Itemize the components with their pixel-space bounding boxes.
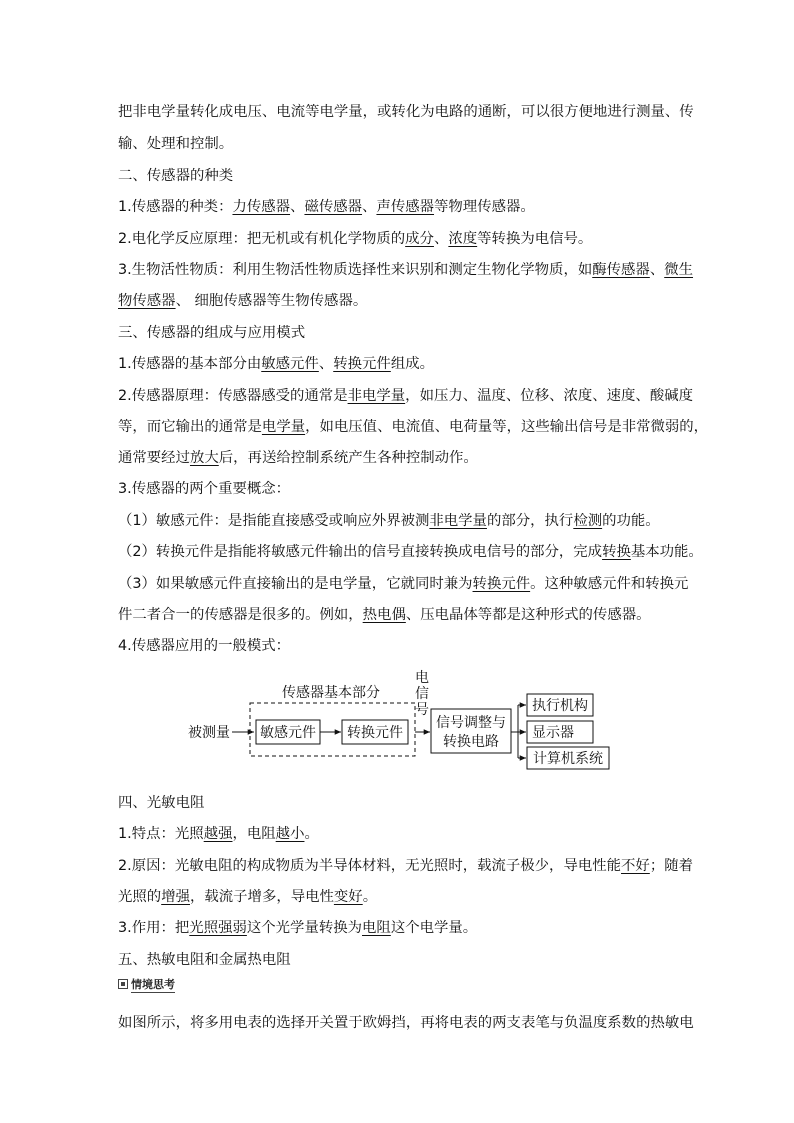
underlined-answer: 非电学量	[347, 388, 406, 404]
text-line	[118, 102, 694, 122]
text-segment: 四、光敏电阻	[118, 795, 205, 811]
text-segment: 。	[362, 889, 378, 905]
signal-label-char-3: 号	[415, 702, 429, 718]
text-segment: 3.作用：把	[118, 920, 190, 936]
text-segment: （1）敏感元件：是指能直接感受或响应外界被测	[118, 513, 430, 529]
text-segment: 组成。	[390, 356, 434, 372]
text-segment: 。这种敏感元件和转换元	[530, 576, 689, 592]
text-segment: ，载流子增多，导电性	[189, 889, 334, 905]
text-line	[118, 229, 592, 249]
circuit-label-line-2: 转换电路	[443, 734, 499, 750]
text-segment: 的功能。	[602, 513, 660, 529]
text-segment: 、压电晶体等都是这种形式的传感器。	[405, 607, 651, 623]
text-line	[118, 386, 693, 406]
circuit-label-line-1: 信号调整与	[436, 715, 506, 731]
text-line	[118, 1013, 694, 1033]
badge-label: 情境思考	[131, 978, 175, 991]
text-segment: 、	[649, 262, 665, 278]
underlined-answer: 变好	[333, 889, 363, 905]
underlined-answer: 放大	[189, 450, 219, 466]
signal-label-char-1: 电	[415, 670, 429, 686]
text-line	[118, 856, 693, 876]
text-segment: 通常要经过	[118, 450, 190, 466]
badge-icon	[118, 979, 128, 989]
text-line	[118, 574, 688, 594]
underlined-answer: 越强	[203, 826, 233, 842]
underlined-answer: 检测	[573, 513, 603, 529]
sensor-application-diagram	[180, 660, 620, 775]
underlined-answer: 力传感器	[232, 199, 291, 215]
text-segment: 把非电学量转化成电压、电流等电学量，或转化为电路的通断，可以很方便地进行测量、传	[118, 104, 694, 120]
underlined-answer: 热电偶	[362, 607, 406, 623]
text-line	[118, 950, 291, 970]
actuator-label: 执行机构	[532, 698, 588, 714]
text-segment: 三、传感器的组成与应用模式	[118, 325, 306, 341]
text-line	[118, 166, 233, 186]
converter-element-label: 转换元件	[347, 725, 403, 741]
text-line	[118, 354, 434, 374]
text-line	[118, 511, 660, 531]
underlined-answer: 电学量	[261, 419, 306, 435]
text-line	[118, 824, 319, 844]
diagram-input-label: 被测量	[188, 725, 230, 741]
computer-label: 计算机系统	[533, 751, 603, 767]
text-line	[118, 479, 290, 499]
underlined-answer: 转换	[602, 544, 631, 560]
text-line	[118, 448, 478, 468]
text-segment: 、	[433, 231, 449, 247]
text-segment: 这个电学量。	[390, 920, 478, 936]
underlined-answer: 非电学量	[429, 513, 487, 529]
text-segment: 等转换为电信号。	[477, 231, 593, 247]
text-segment: 件二者合一的传感器是很多的。例如，	[118, 607, 363, 623]
text-segment: 基本功能。	[630, 544, 703, 560]
text-segment: 2.原因：光敏电阻的构成物质为半导体材料，无光照时，载流子极少，导电性能	[118, 858, 622, 874]
underlined-answer: 转换元件	[333, 356, 391, 372]
text-segment: 光照的	[118, 889, 162, 905]
underlined-answer: 浓度	[448, 231, 478, 247]
text-segment: 后，再送给控制系统产生各种控制动作。	[218, 450, 478, 466]
text-segment: 如图所示，将多用电表的选择开关置于欧姆挡，再将电表的两支表笔与负温度系数的热敏电	[118, 1015, 694, 1031]
text-segment: （2）转换元件是指能将敏感元件输出的信号直接转换成电信号的部分，完成	[118, 544, 603, 560]
text-segment: 1.特点：光照	[118, 826, 204, 842]
scenario-thinking-badge	[118, 978, 175, 992]
underlined-answer: 成分	[405, 231, 434, 247]
underlined-answer: 酶传感器	[592, 262, 650, 278]
text-segment: 、 细胞传感器等生物传感器。	[175, 293, 368, 309]
text-line	[118, 793, 204, 813]
text-segment: 、	[318, 356, 334, 372]
text-segment: 4.传感器应用的一般模式：	[118, 638, 291, 654]
text-segment: 1.传感器的基本部分由	[118, 356, 262, 372]
display-label: 显示器	[532, 725, 574, 741]
text-segment: 等物理传感器。	[434, 199, 535, 215]
underlined-answer: 微生	[664, 262, 694, 278]
underlined-answer: 物传感器	[118, 293, 176, 309]
signal-label-char-2: 信	[415, 686, 429, 702]
text-segment: （3）如果敏感元件直接输出的是电学量，它就同时兼为	[118, 576, 473, 592]
underlined-answer: 声传感器	[376, 199, 435, 215]
text-segment: ，如电压值、电流值、电荷量等，这些输出信号是非常微弱的，	[305, 419, 709, 435]
text-segment: 的部分，执行	[486, 513, 574, 529]
text-segment: 、	[290, 199, 305, 215]
text-segment: 二、传感器的种类	[118, 168, 234, 184]
text-segment: 五、热敏电阻和金属热电阻	[118, 952, 291, 968]
text-line	[118, 636, 290, 656]
sensitive-element-label: 敏感元件	[260, 725, 316, 741]
text-line	[118, 134, 233, 154]
underlined-answer: 敏感元件	[261, 356, 319, 372]
text-line	[118, 323, 305, 343]
text-segment: 、	[362, 199, 377, 215]
text-segment: 3.传感器的两个重要概念：	[118, 481, 291, 497]
text-segment: ；随着	[649, 858, 693, 874]
text-segment: 。	[304, 826, 319, 842]
underlined-answer: 磁传感器	[304, 199, 363, 215]
text-segment: 2.传感器原理：传感器感受的通常是	[118, 388, 348, 404]
underlined-answer: 电阻	[362, 920, 391, 936]
text-line	[118, 542, 703, 562]
text-line	[118, 291, 367, 311]
text-line	[118, 417, 708, 437]
text-segment: 这个光学量转换为	[246, 920, 363, 936]
text-line	[118, 605, 651, 625]
text-segment: 3.生物活性物质：利用生物活性物质选择性来识别和测定生物化学物质，如	[118, 262, 593, 278]
text-segment: ，如压力、温度、位移、浓度、速度、酸碱度	[405, 388, 693, 404]
text-segment: ，电阻	[232, 826, 276, 842]
text-line	[118, 887, 377, 907]
underlined-answer: 光照强弱	[189, 920, 247, 936]
sensor-group-label: 传感器基本部分	[282, 685, 380, 701]
text-line	[118, 197, 535, 217]
underlined-answer: 转换元件	[472, 576, 531, 592]
underlined-answer: 越小	[275, 826, 305, 842]
text-segment: 输、处理和控制。	[118, 136, 234, 152]
text-segment: 等，而它输出的通常是	[118, 419, 262, 435]
text-segment: 2.电化学反应原理：把无机或有机化学物质的	[118, 231, 406, 247]
underlined-answer: 增强	[161, 889, 190, 905]
text-segment: 1.传感器的种类：	[118, 199, 233, 215]
text-line	[118, 918, 477, 938]
text-line	[118, 260, 693, 280]
underlined-answer: 不好	[621, 858, 650, 874]
